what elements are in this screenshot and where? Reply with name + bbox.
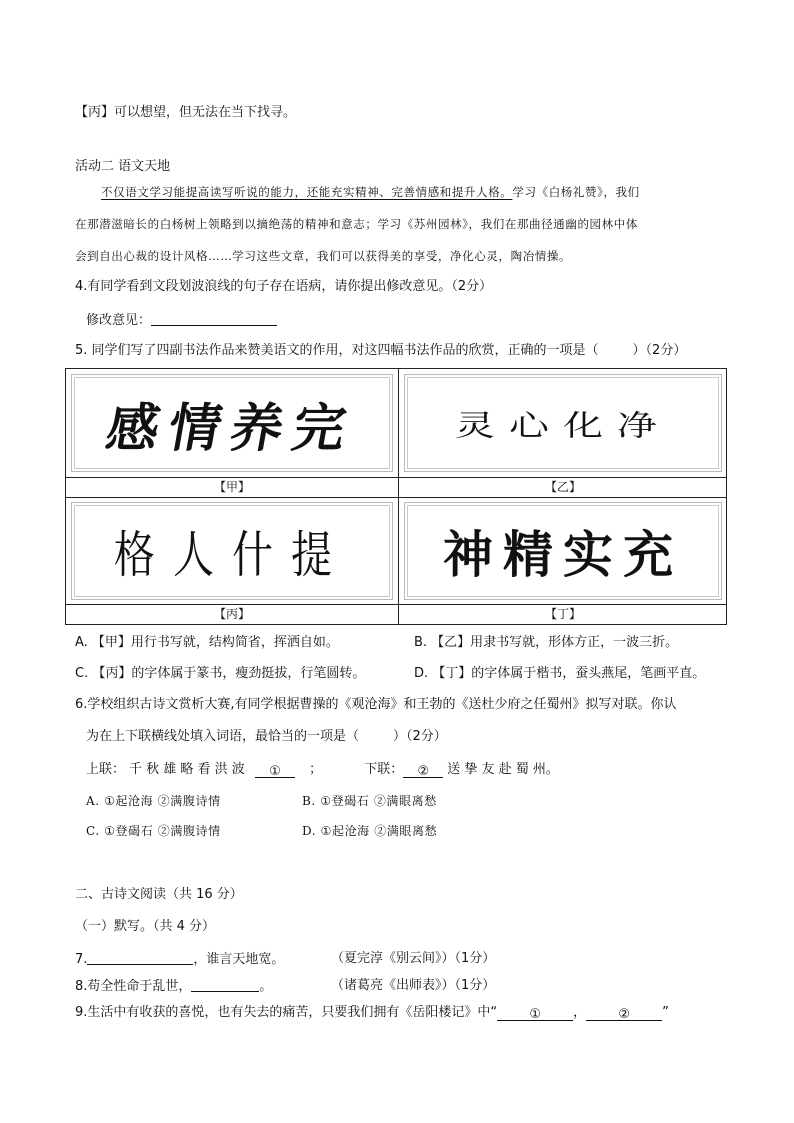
section2-sub: （一）默写。（共 4 分） <box>75 919 216 934</box>
passage-line-3: 会到自出心裁的设计风格……学习这些文章，我们可以获得美的享受，净化心灵，陶冶情操。 <box>75 249 572 263</box>
q4-answer-blank[interactable] <box>151 311 277 326</box>
q7-source: （夏完淳《别云间》）（1分） <box>331 951 496 966</box>
q9-close: ” <box>662 1005 669 1020</box>
caption-ding: 【丁】 <box>544 607 581 621</box>
q5-stem-b: ）（2分） <box>632 343 687 358</box>
passage-line-1-rest: 学习《白杨礼赞》，我们 <box>512 185 640 199</box>
q6-option-a[interactable]: A. ①起沧海 ②满腹诗情 <box>86 794 221 808</box>
q6-stem-line2 <box>86 728 447 746</box>
q4-answer-label: 修改意见： <box>86 313 152 328</box>
q9-blank-2[interactable]: ② <box>586 1006 662 1021</box>
q6-stem-line2b: ）（2分） <box>393 729 447 744</box>
q8-blank[interactable] <box>191 977 259 992</box>
section2-title: 二、古诗文阅读（共 16 分） <box>75 887 243 902</box>
panel-ding-artwork <box>404 502 722 600</box>
q5-option-b[interactable]: B. 【乙】用隶书写就，形体方正，一波三折。 <box>414 635 679 650</box>
top-line: 【丙】可以想望，但无法在当下找寻。 <box>75 105 297 120</box>
panel-jia-artwork <box>71 374 393 472</box>
q6-option-b[interactable]: B. ①登碣石 ②满眼离愁 <box>302 794 437 808</box>
upper-label: 上联： <box>86 762 126 777</box>
q8-text-b: 。 <box>259 979 273 994</box>
calligraphy-bing: 格人什提 <box>113 526 351 584</box>
couplet-blank-2[interactable]: ② <box>403 763 443 778</box>
panel-yi-artwork <box>404 374 722 472</box>
q7-blank[interactable] <box>87 950 193 965</box>
wavy-underlined-sentence: 不仅语文学习能提高读写听说的能力，还能充实精神、完善情感和提升人格。 <box>101 185 513 199</box>
passage-line-2: 在那潜滋暗长的白杨树上领略到以摘绝荡的精神和意志；学习《苏州园林》，我们在那曲径通幽的园林中体 <box>75 217 638 231</box>
activity2-title: 活动二 语文天地 <box>75 159 171 174</box>
q5-stem <box>75 342 686 360</box>
q6-stem-line1: 6.学校组织古诗文赏析大赛,有同学根据曹操的《观沧海》和王勃的《送杜少府之任蜀州》拟写对联。你认 <box>75 697 677 712</box>
q5-stem-a: 5. 同学们写了四副书法作品来赞美语文的作用，对这四幅书法作品的欣赏，正确的一项是（ <box>75 343 599 358</box>
caption-jia: 【甲】 <box>213 480 250 494</box>
grid-divider <box>66 497 726 498</box>
q5-option-c[interactable]: C. 【丙】的字体属于篆书，瘦劲挺拔，行笔圆转。 <box>75 666 366 681</box>
couplet-blank-1[interactable]: ① <box>255 763 295 778</box>
q4-stem: 4.有同学看到文段划波浪线的句子存在语病，请你提出修改意见。（2分） <box>75 279 493 294</box>
q6-option-d[interactable]: D. ①起沧海 ②满眼离愁 <box>302 824 438 838</box>
calligraphy-jia: 感情养完 <box>101 397 361 459</box>
q9-comma: ， <box>573 1005 587 1020</box>
q7-row <box>75 950 284 969</box>
q6-option-c[interactable]: C. ①登碣石 ②满腹诗情 <box>86 824 221 838</box>
caption-bing: 【丙】 <box>213 607 250 621</box>
calligraphy-ding: 神精实充 <box>443 525 683 584</box>
calligraphy-grid <box>65 368 727 625</box>
q5-option-d[interactable]: D. 【丁】的字体属于楷书，蚕头燕尾，笔画平直。 <box>414 666 706 681</box>
q9-text: 9.生活中有收获的喜悦，也有失去的痛苦，只要我们拥有《岳阳楼记》中“ <box>75 1005 498 1020</box>
q7-text: ，谁言天地宽。 <box>193 952 285 967</box>
panel-bing-artwork <box>71 502 393 600</box>
q4-answer-row <box>86 311 277 330</box>
passage-line-1 <box>101 183 640 201</box>
q9-row <box>75 1004 669 1022</box>
caption-yi: 【乙】 <box>544 480 581 494</box>
q7-num: 7. <box>75 952 88 967</box>
couplet-semicolon: ； <box>309 762 323 777</box>
q6-couplet-row <box>86 761 559 779</box>
q8-source: （诸葛亮《出师表》）（1分） <box>331 978 496 993</box>
q8-row <box>75 977 272 996</box>
upper-text: 千 秋 雄 略 看 洪 波 <box>129 762 245 777</box>
q8-text-a: 8.苟全性命于乱世， <box>75 979 192 994</box>
calligraphy-yi: 灵心化净 <box>455 408 671 443</box>
q6-stem-line2a: 为在上下联横线处填入词语，最恰当的一项是（ <box>86 729 360 744</box>
lower-label: 下联： <box>364 762 404 777</box>
lower-text: 送 挚 友 赴 蜀 州。 <box>447 762 559 777</box>
q9-blank-1[interactable]: ① <box>497 1006 573 1021</box>
q5-option-a[interactable]: A. 【甲】用行书写就，结构简省，挥洒自如。 <box>75 635 339 650</box>
